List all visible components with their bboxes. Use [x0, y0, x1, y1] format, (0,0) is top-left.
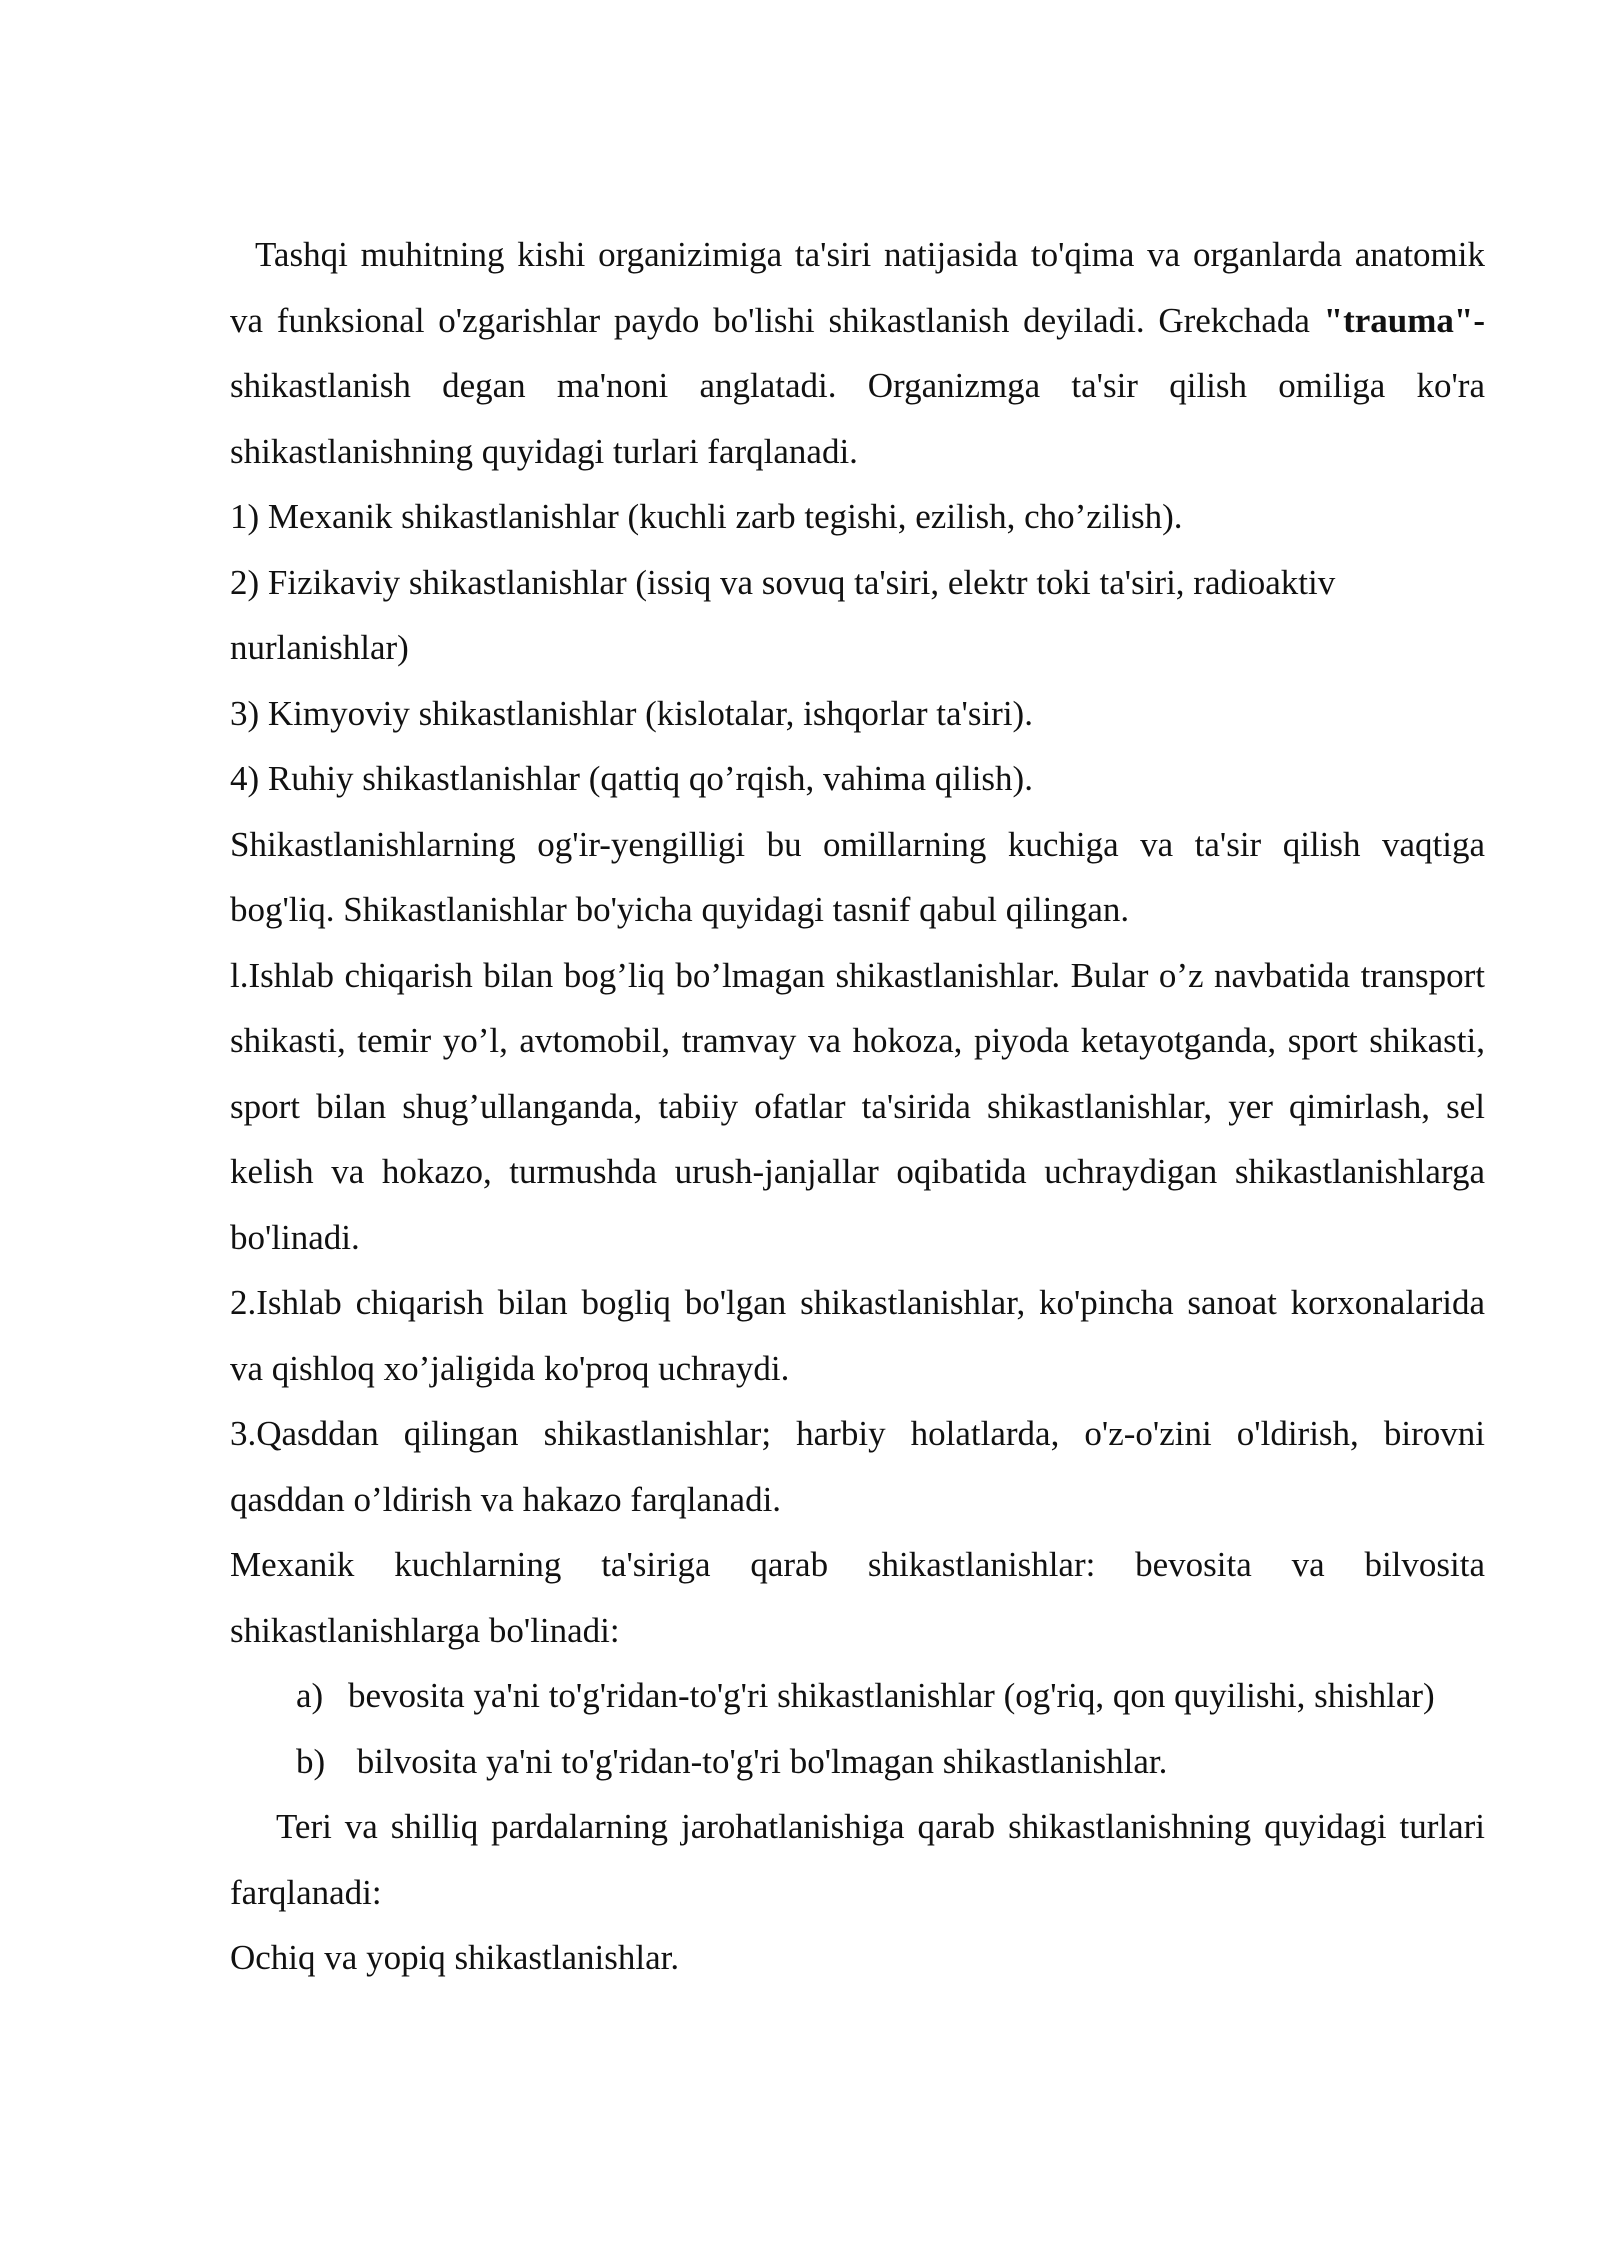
intro-text-start: Tashqi muhitning kishi organizimiga ta'siri natijasida to'qima va organlarda anatomik va funksional o'zgarishlar paydo bo'lishi shikastlanish deyiladi. Grekchada	[230, 235, 1485, 340]
classification-2: 2.Ishlab chiqarish bilan bogliq bo'lgan shikastlanishlar, ko'pincha sanoat korxonalarida va qishloq xo’jaligida ko'proq uchraydi.	[230, 1283, 1485, 1388]
intro-paragraph	[230, 222, 1485, 484]
injury-type-mental: 4) Ruhiy shikastlanishlar (qattiq qo’rqish, vahima qilish).	[230, 759, 1033, 798]
list-item-a	[296, 1663, 1485, 1729]
list-text-b: bilvosita ya'ni to'g'ridan-to'g'ri bo'lmagan shikastlanishlar.	[348, 1741, 1168, 1781]
injury-type-chemical: 3) Kimyoviy shikastlanishlar (kislotalar, ishqorlar ta'siri).	[230, 693, 1033, 733]
list-marker-a: a)	[296, 1676, 324, 1715]
mechanical-forces-paragraph: Mexanik kuchlarning ta'siriga qarab shikastlanishlar: bevosita va bilvosita shikastlanishlarga bo'linadi:	[230, 1545, 1485, 1650]
direct-indirect-list	[230, 1663, 1485, 1794]
list-item-b	[296, 1729, 1485, 1795]
classification-1: l.Ishlab chiqarish bilan bog’liq bo’lmagan shikastlanishlar. Bular o’z navbatida transport shikasti, temir yo’l, avtomobil, tramvay va hokoza, piyoda ketayotganda, sport shikasti, sport bilan shug’ullanganda, tabiiy ofatlar ta'sirida shikastlanishlar, yer qimirlash, sel kelish va hokazo, turmushda urush-janjallar oqibatida uchraydigan shikastlanishlarga bo'linadi.	[230, 955, 1485, 1257]
injury-type-mechanical: 1) Mexanik shikastlanishlar (kuchli zarb tegishi, ezilish, cho’zilish).	[230, 497, 1183, 536]
list-text-a: bevosita ya'ni to'g'ridan-to'g'ri shikastlanishlar (og'riq, qon quyilishi, shishlar)	[348, 1676, 1435, 1715]
trauma-term: "trauma"-	[1323, 300, 1485, 340]
classification-3: 3.Qasddan qilingan shikastlanishlar; harbiy holatlarda, o'z-o'zini o'ldirish, birovni qasddan o’ldirish va hakazo farqlanadi.	[230, 1414, 1485, 1519]
document-page	[230, 222, 1485, 1991]
severity-paragraph: Shikastlanishlarning og'ir-yengilligi bu omillarning kuchiga va ta'sir qilish vaqtiga bog'liq. Shikastlanishlar bo'yicha quyidagi tasnif qabul qilingan.	[230, 824, 1485, 929]
intro-text-end: shikastlanish degan ma'noni anglatadi. Organizmga ta'sir qilish omiliga ko'ra shikastlanishning quyidagi turlari farqlanadi.	[230, 366, 1485, 471]
skin-injury-paragraph: Teri va shilliq pardalarning jarohatlanishiga qarab shikastlanishning quyidagi turlari farqlanadi:	[230, 1807, 1485, 1912]
list-marker-b: b)	[296, 1741, 326, 1781]
open-closed-paragraph: Ochiq va yopiq shikastlanishlar.	[230, 1938, 680, 1977]
injury-type-physical: 2) Fizikaviy shikastlanishlar (issiq va sovuq ta'siri, elektr toki ta'siri, radioaktiv nurlanishlar)	[230, 562, 1336, 667]
